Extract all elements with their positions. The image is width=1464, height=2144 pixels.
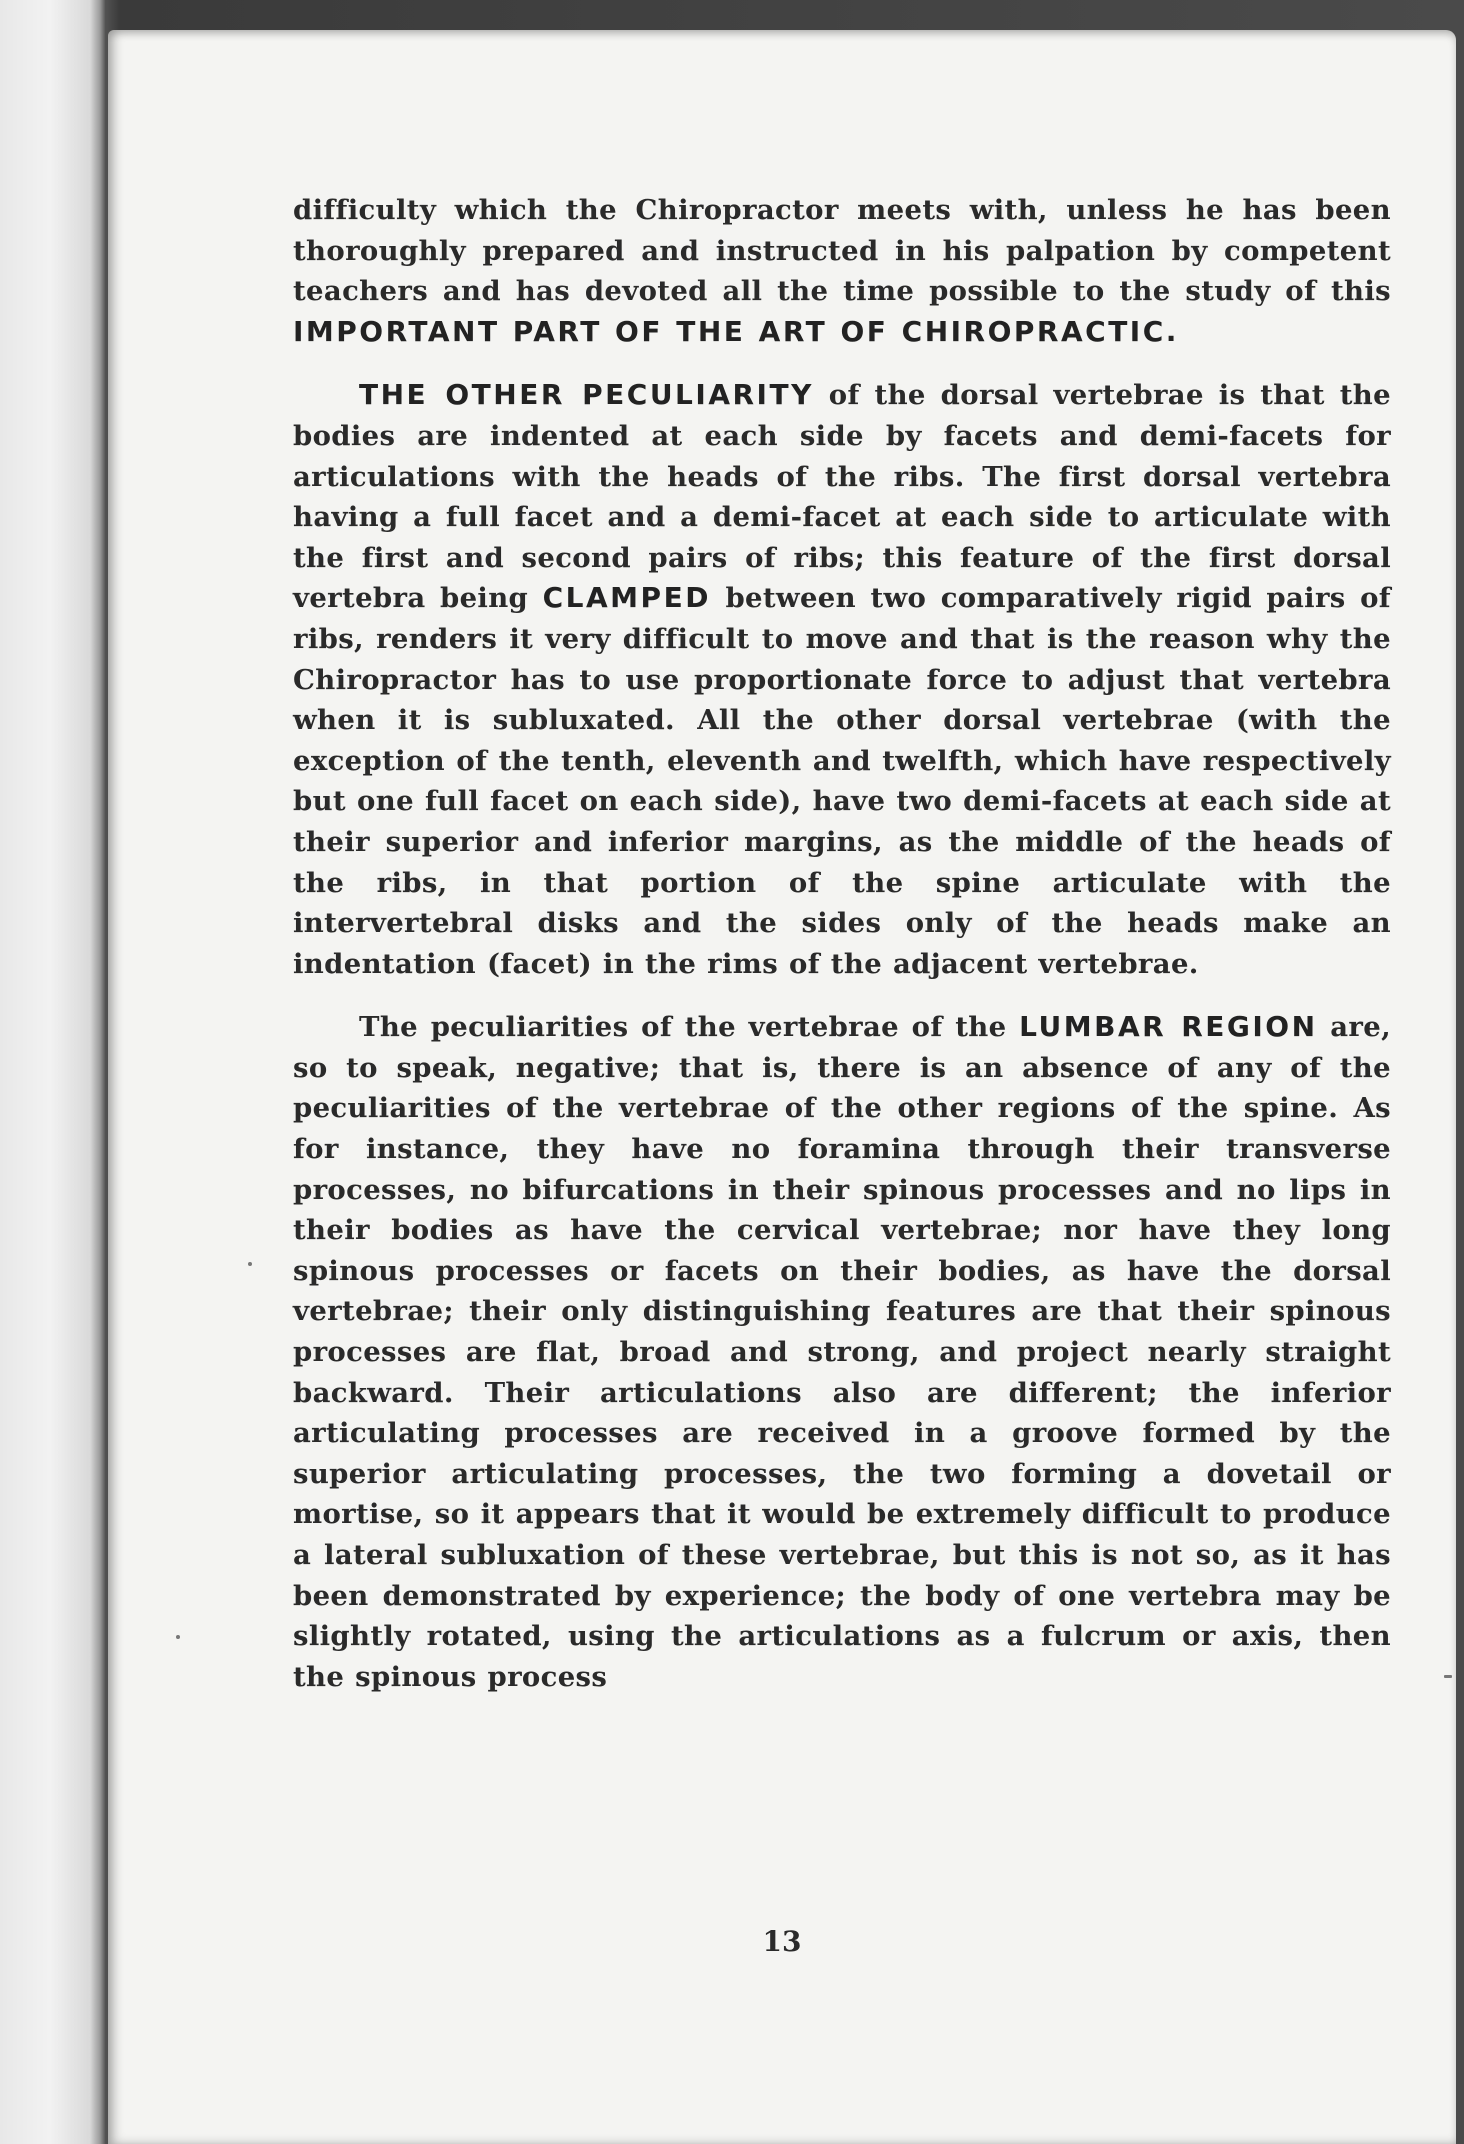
text-run: are, so to speak, negative; that is, there is an absence of any of the peculiarities of the vertebrae of the other regions of the spine. As for instance, they have no foramina through their transverse processes, no bifurcations in their spinous processes and no lips in their bodies as have the cervical vertebrae; nor have they long spinous processes or facets on their bodies, as have the dorsal vertebrae; their only distinguishing features are that their spinous processes are flat, broad and strong, and project nearly straight backward. Their articulations also are different; the inferior articulating processes are received in a groove formed by the superior articulating processes, the two forming a dovetail or mortise, so it appears that it would be extremely difficult to produce a lateral subluxation of these vertebrae, but this is not so, as it has been demonstrated by experience; the body of one vertebra may be slightly rotated, using the articulations as a fulcrum or axis, then the spinous process [293, 1011, 1391, 1693]
text-run: The peculiarities of the vertebrae of the [359, 1011, 1020, 1044]
text-run: of the dorsal vertebrae is that the bodies are indented at each side by facets and demi-facets for articulations with the heads of the ribs. The first dorsal vertebra having a full facet and a demi-facet at each side to articulate with the first and second pairs of ribs; this feature of the first dorsal vertebra being [293, 379, 1392, 615]
page-number: 13 [762, 1925, 802, 1958]
body-text [293, 190, 1391, 1720]
text-run: between two comparatively rigid pairs of ribs, renders it very difficult to move and that is the reason why the Chiropractor has to use proportionate force to adjust that vertebra when it is subluxated. All the other dorsal vertebrae (with the exception of the tenth, eleventh and twelfth, which have respectively but one full facet on each side), have two demi-facets at each side at their superior and inferior margins, as the middle of the heads of the ribs, in that portion of the spine articulate with the intervertebral disks and the sides only of the heads make an indentation (facet) in the rims of the adjacent vertebrae. [293, 582, 1391, 980]
emphasized-text: CLAMPED [542, 581, 711, 615]
scan-speck [248, 1262, 252, 1266]
paragraph-3 [293, 1007, 1391, 1697]
book-page [108, 30, 1456, 2144]
emphasized-text: LUMBAR REGION [1019, 1010, 1318, 1044]
emphasized-text: IMPORTANT PART OF THE ART OF CHIROPRACTIC. [293, 314, 1179, 348]
emphasized-text: THE OTHER PECULIARITY [359, 378, 814, 412]
paragraph-2 [293, 375, 1391, 984]
scan-speck [1444, 1675, 1452, 1678]
text-run: difficulty which the Chiropractor meets with, unless he has been thoroughly prepared and instructed in his palpation by competent teachers and has devoted all the time possible to the study of this [293, 194, 1391, 308]
paragraph-1 [293, 190, 1391, 352]
scan-speck [176, 1635, 180, 1639]
facing-page-edge [0, 0, 105, 2144]
